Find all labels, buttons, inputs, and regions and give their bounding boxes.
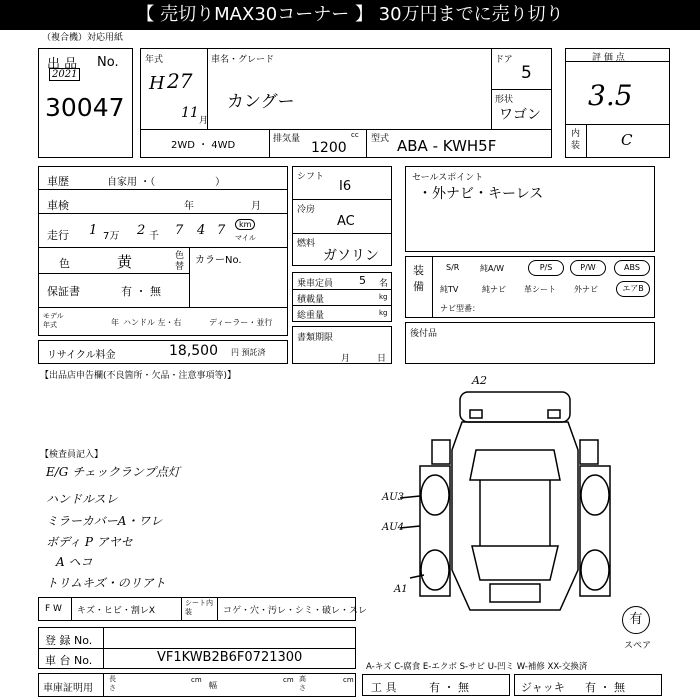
aircon-value: AC xyxy=(337,214,355,229)
rear-lamp-left xyxy=(470,410,482,418)
hood xyxy=(490,584,540,602)
top-note: （複合機）対応用紙 xyxy=(42,33,124,43)
cert-label: 車庫証明用 xyxy=(43,683,93,694)
after-install-label: 後付品 xyxy=(410,329,438,339)
seller-notes-label: 【出品店申告欄(不良箇所・欠品・注意事項等)】 xyxy=(40,371,237,381)
detail-box xyxy=(38,166,288,336)
doc-deadline-month: 月 xyxy=(341,354,351,364)
lot-number: 30047 xyxy=(45,93,125,122)
equip-ps: P/S xyxy=(528,260,564,276)
recycle-value: 18,500 xyxy=(169,343,218,359)
mark-a1: A1 xyxy=(394,584,408,595)
note-line-6: トリムキズ・のリアト xyxy=(46,576,166,590)
inspection-month: 月 xyxy=(251,201,261,212)
year-num: 27 xyxy=(167,69,193,93)
history-value: 自家用 ・（ ） xyxy=(107,177,226,188)
recycle-box xyxy=(38,340,288,364)
equip-airbag: エアB xyxy=(616,281,650,297)
cert-length: 長さ xyxy=(109,675,116,692)
warranty-value: 有 ・ 無 xyxy=(121,285,161,298)
note-line-3: ミラーカバーA・ワレ xyxy=(46,514,163,528)
model-value: ABA - KWH5F xyxy=(397,137,497,155)
windshield xyxy=(472,546,558,580)
tools-box xyxy=(362,674,510,696)
capacity-value: 5 xyxy=(359,274,366,287)
no-label: No. xyxy=(97,55,119,70)
color-value: 黄 xyxy=(117,253,133,271)
rear-lamp-right xyxy=(548,410,560,418)
shift-label: シフト xyxy=(297,172,325,182)
wheel-front-left xyxy=(421,550,449,590)
note-line-4: ボディ P アヤセ xyxy=(46,535,133,549)
mileage-digit-5: 7 xyxy=(217,223,226,238)
fuel-label: 燃料 xyxy=(297,239,316,249)
model-year-year: 年 xyxy=(111,318,119,327)
equip-tv: 純TV xyxy=(440,285,459,294)
drive-type: 2WD ・ 4WD xyxy=(171,140,236,151)
model-year-label: モデル年式 xyxy=(43,312,64,329)
recycle-label: リサイクル料金 xyxy=(47,350,116,361)
shape-value: ワゴン xyxy=(499,107,541,123)
sales-point-box xyxy=(405,166,655,252)
fw-label: F W xyxy=(45,604,62,614)
damage-legend: A-キズ C-腐食 E-エクボ S-サビ U-凹ミ W-補修 XX-交換済 xyxy=(366,662,588,672)
right-side xyxy=(580,466,610,596)
lot-box xyxy=(38,48,133,158)
mileage-unit-1: 7万 xyxy=(103,231,120,242)
equip-pw: P/W xyxy=(570,260,606,276)
damage-diagram xyxy=(380,370,650,630)
cert-height: 高さ xyxy=(299,675,306,692)
registration-box xyxy=(38,627,356,669)
interior-label: 内装 xyxy=(571,129,581,151)
equip-ext-navi: 外ナビ xyxy=(574,285,598,294)
handle-side: ハンドル 左・右 xyxy=(123,318,182,327)
gross-unit: kg xyxy=(379,309,388,317)
jack-label: ジャッキ xyxy=(521,681,565,694)
shape-label: 形状 xyxy=(495,95,514,105)
load-label: 積載量 xyxy=(297,295,325,305)
jack-value: 有 ・ 無 xyxy=(585,681,625,694)
inspector-label: 【検査員記入】 xyxy=(40,450,104,460)
side-mirror-left xyxy=(432,440,450,464)
warranty-label: 保証書 xyxy=(47,285,80,298)
score-value: 3.5 xyxy=(588,79,633,112)
name-value: カングー xyxy=(227,92,295,112)
score-box xyxy=(565,48,670,158)
mark-au4: AU4 xyxy=(382,522,405,533)
dealer-type: ディーラー・並行 xyxy=(209,318,273,327)
sales-point-label: セールスポイント xyxy=(412,173,484,183)
doc-deadline-day: 日 xyxy=(377,354,387,364)
note-line-5: A ヘコ xyxy=(56,555,93,569)
mileage-digit-2: 2 xyxy=(137,223,146,238)
tools-value: 有 ・ 無 xyxy=(429,681,469,694)
aircon-label: 冷房 xyxy=(297,205,316,215)
color-no-label: カラーNo. xyxy=(195,255,242,266)
capacity-label: 乗車定員 xyxy=(297,279,334,289)
equipment-box xyxy=(405,256,655,318)
equip-leather: 革シート xyxy=(524,285,556,294)
equip-abs: ABS xyxy=(614,260,650,276)
cert-width: 幅 xyxy=(209,681,217,690)
seat-value: コゲ・穴・汚レ・シミ・破レ・スレ xyxy=(223,606,368,616)
chassis-value: VF1KWB2B6F0721300 xyxy=(157,650,303,665)
equip-sr: S/R xyxy=(446,263,460,272)
mileage-label: 走行 xyxy=(47,229,69,242)
year-era: H xyxy=(149,73,165,94)
cert-cm-3: cm xyxy=(343,676,354,684)
side-mirror-right xyxy=(580,440,598,464)
inspection-label: 車検 xyxy=(47,199,69,212)
shift-box xyxy=(292,166,392,266)
load-unit: kg xyxy=(379,293,388,301)
model-label: 型式 xyxy=(371,134,390,144)
jack-box xyxy=(514,674,662,696)
mileage-unit-2: 千 xyxy=(149,231,159,242)
capacity-box xyxy=(292,272,392,322)
wheel-front-right xyxy=(581,550,609,590)
mark-au3: AU3 xyxy=(382,492,405,503)
mileage-mile: マイル xyxy=(235,234,256,242)
note-line-1: E/G チェックランプ点灯 xyxy=(46,465,180,479)
mileage-km: km xyxy=(235,219,255,230)
door-value: 5 xyxy=(521,63,532,83)
mileage-digit-1: 1 xyxy=(89,223,98,238)
recycle-unit: 円 預託済 xyxy=(231,348,266,357)
displacement-unit: cc xyxy=(351,131,359,139)
wheel-rear-right xyxy=(581,475,609,515)
inspection-year: 年 xyxy=(184,201,194,212)
equip-navi: 純ナビ xyxy=(482,285,506,294)
sales-point-value: ・外ナビ・キーレス xyxy=(418,186,544,202)
doc-deadline-box xyxy=(292,326,392,364)
lot-year: 2021 xyxy=(49,68,80,81)
gross-label: 総重量 xyxy=(297,311,325,321)
registration-label: 登 録 No. xyxy=(45,634,93,647)
cert-cm-1: cm xyxy=(191,676,202,684)
month-unit: 月 xyxy=(199,116,209,126)
cert-cm-2: cm xyxy=(283,676,294,684)
door-label: ドア xyxy=(495,55,513,65)
spare-label: スペア xyxy=(624,641,652,651)
equip-aw: 純A/W xyxy=(480,264,505,273)
mileage-digit-4: 4 xyxy=(197,223,206,238)
fuel-value: ガソリン xyxy=(323,248,379,264)
vehicle-info-box xyxy=(140,48,552,158)
name-label: 車名・グレード xyxy=(211,55,275,65)
year-month: 11 xyxy=(181,105,199,121)
interior-value: C xyxy=(621,131,633,149)
navi-model-label: ナビ型番： xyxy=(440,304,480,313)
seat-label: シート内装 xyxy=(185,599,213,616)
fw-value: キズ・ヒビ・割レX xyxy=(77,606,155,616)
mileage-digit-3: 7 xyxy=(175,223,184,238)
doc-deadline-label: 書類期限 xyxy=(297,333,334,343)
header-banner: 【 売切りMAX30コーナー 】 30万円までに売り切り xyxy=(0,0,700,30)
wheel-rear-left xyxy=(421,475,449,515)
year-label: 年式 xyxy=(145,55,164,65)
color-label: 色 xyxy=(59,257,70,270)
mark-a2: A2 xyxy=(472,374,487,387)
chassis-label: 車 台 No. xyxy=(45,654,93,667)
capacity-unit: 名 xyxy=(379,279,389,289)
fw-box xyxy=(38,597,368,621)
displacement-label: 排気量 xyxy=(273,134,301,144)
garage-cert-box xyxy=(38,673,356,697)
history-label: 車歴 xyxy=(47,175,69,188)
note-line-2: ハンドルスレ xyxy=(46,492,118,506)
rear-window xyxy=(470,450,560,480)
exhibit-label: 出 品 xyxy=(47,57,78,72)
shift-value: I6 xyxy=(339,179,352,194)
spare-mark: 有 xyxy=(622,606,650,634)
score-label: 評 価 点 xyxy=(592,53,625,63)
equipment-label: 装備 xyxy=(413,264,424,293)
displacement-value: 1200 xyxy=(311,140,347,156)
color-change-label: 色替 xyxy=(175,251,185,272)
tools-label: 工 具 xyxy=(371,681,397,694)
left-side xyxy=(420,466,450,596)
after-install-box xyxy=(405,322,655,364)
